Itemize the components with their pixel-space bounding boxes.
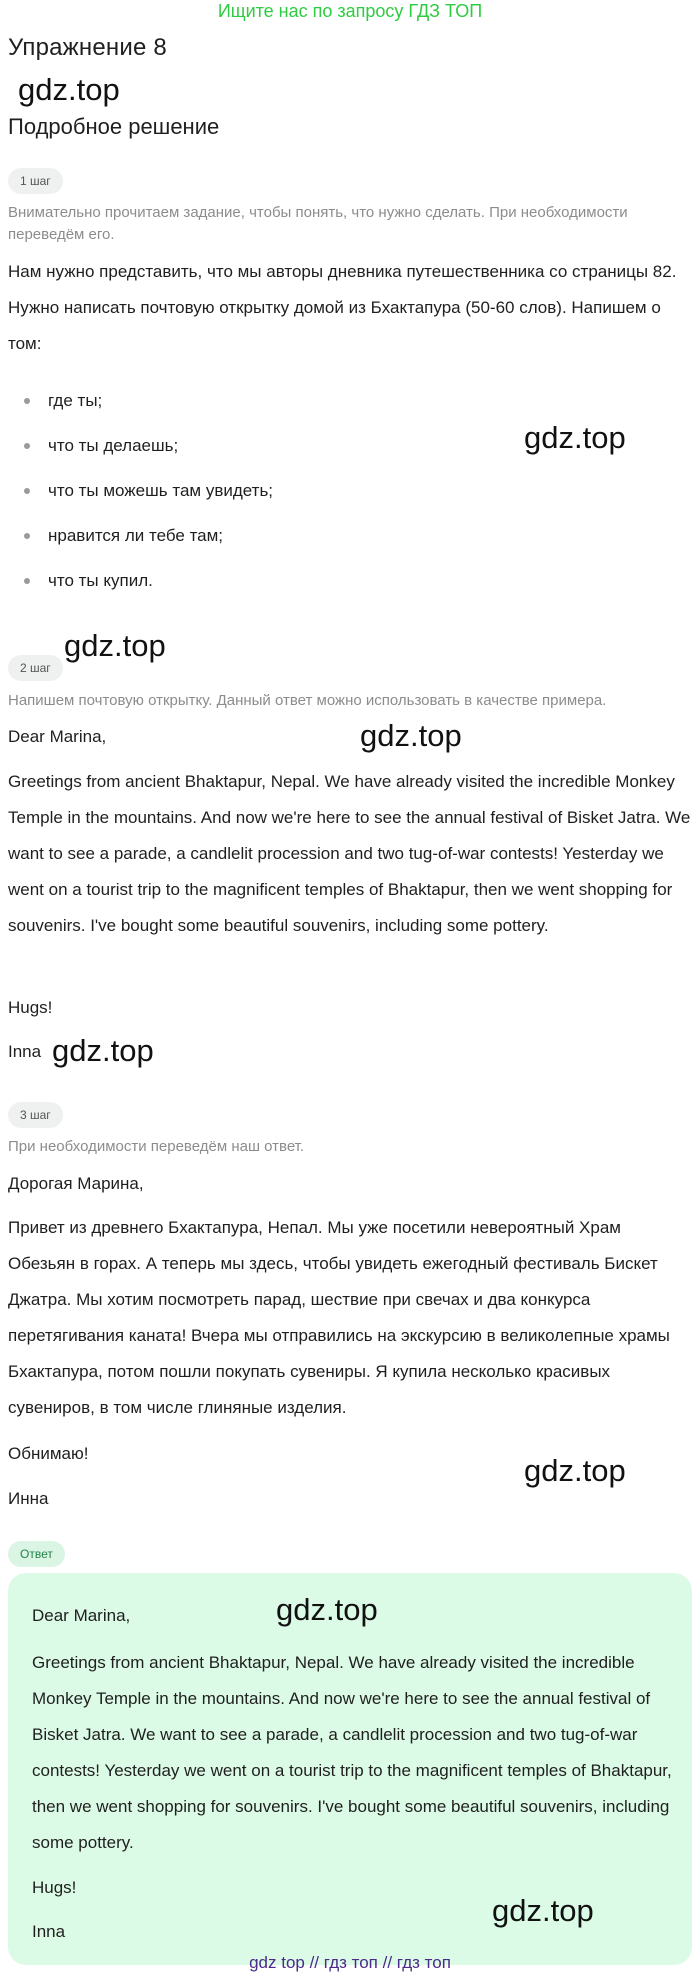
task-bullet-list <box>8 378 273 603</box>
answer-body: Greetings from ancient Bhaktapur, Nepal. We have already visited the incredible Monkey Temple in the mountains. And now we're here to see the annual festival of Bisket Jatra. We want to see a parade, a candlelit procession and two tug-of-war contests! Yesterday we went on a tourist trip to the magnificent temples of Bhaktapur, then we went shopping for souvenirs. I've bought some beautiful souvenirs, including some pottery. <box>32 1653 672 1852</box>
answer-closing: Hugs! <box>32 1878 77 1897</box>
step-1-text: Нам нужно представить, что мы авторы дневника путешественника со страницы 82. Нужно написать почтовую открытку домой из Бхактапура (50-60 слов). Напишем о том: <box>8 262 677 353</box>
watermark: gdz.top <box>18 72 120 107</box>
watermark: gdz.top <box>492 1893 594 1928</box>
watermark: gdz.top <box>524 420 626 455</box>
translation-signature: Инна <box>8 1489 49 1508</box>
postcard-closing: Hugs! <box>8 998 53 1017</box>
list-item: что ты можешь там увидеть; <box>8 468 273 513</box>
watermark: gdz.top <box>276 1592 378 1627</box>
watermark: gdz.top <box>64 628 166 663</box>
answer-signature: Inna <box>32 1922 66 1941</box>
list-item: где ты; <box>8 378 273 423</box>
list-item: нравится ли тебе там; <box>8 513 273 558</box>
answer-greeting: Dear Marina, <box>32 1606 131 1625</box>
answer-badge: Ответ <box>8 1541 65 1567</box>
translation-closing: Обнимаю! <box>8 1444 89 1463</box>
watermark: gdz.top <box>52 1033 154 1068</box>
watermark: gdz.top <box>360 718 462 753</box>
step-3-hint: При необходимости переведём наш ответ. <box>8 1138 305 1155</box>
solution-title: Подробное решение <box>8 114 220 139</box>
postcard-signature: Inna <box>8 1042 42 1061</box>
top-banner: Ищите нас по запросу ГДЗ ТОП <box>217 1 483 21</box>
postcard-body: Greetings from ancient Bhaktapur, Nepal. We have already visited the incredible Monkey Temple in the mountains. And now we're here to see the annual festival of Bisket Jatra. We want to see a parade, a candlelit procession and two tug-of-war contests! Yesterday we went on a tourist trip to the magnificent temples of Bhaktapur, then we went shopping for souvenirs. I've bought some beautiful souvenirs, including some pottery. <box>8 772 691 935</box>
step-2-badge: 2 шаг <box>8 655 63 681</box>
exercise-title: Упражнение 8 <box>8 34 167 61</box>
translation-body: Привет из древнего Бхактапура, Непал. Мы уже посетили невероятный Храм Обезьян в горах. А теперь мы здесь, чтобы увидеть ежегодный фестиваль Бискет Джатра. Мы хотим посмотреть парад, шествие при свечах и два конкурса перетягивания каната! Вчера мы отправились на экскурсию в великолепные храмы Бхактапура, потом пошли покупать сувениры. Я купила несколько красивых сувениров, в том числе глиняные изделия. <box>8 1218 670 1417</box>
postcard-greeting: Dear Marina, <box>8 727 107 746</box>
translation-greeting: Дорогая Марина, <box>8 1174 144 1193</box>
step-1-badge: 1 шаг <box>8 168 63 194</box>
list-item: что ты купил. <box>8 558 273 603</box>
footer-links[interactable]: gdz top // гдз топ // гдз топ <box>249 1953 451 1972</box>
watermark: gdz.top <box>524 1453 626 1488</box>
list-item: что ты делаешь; <box>8 423 273 468</box>
step-1-hint: Внимательно прочитаем задание, чтобы понять, что нужно сделать. При необходимости переведём его. <box>8 204 628 243</box>
step-2-hint: Напишем почтовую открытку. Данный ответ можно использовать в качестве примера. <box>8 692 607 709</box>
step-3-badge: 3 шаг <box>8 1102 63 1128</box>
